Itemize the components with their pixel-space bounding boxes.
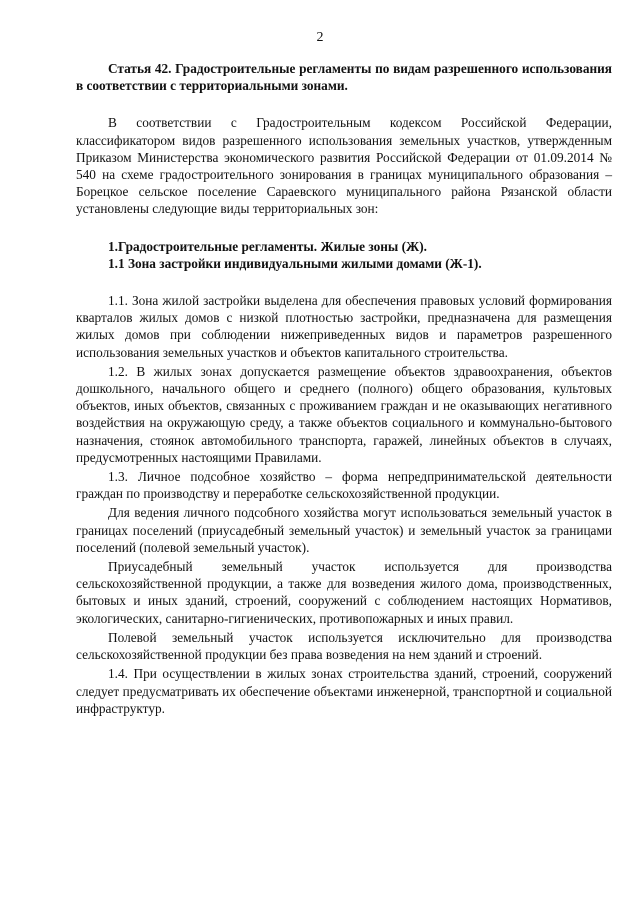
section-heading: 1.Градостроительные регламенты. Жилые зоны (Ж). <box>108 238 427 254</box>
paragraph-1-4: 1.4. При осуществлении в жилых зонах строительства зданий, строений, сооружений следует предусматривать их обеспечение объектами инженерной, транспортной и социальной инфраструктур. <box>76 666 612 716</box>
subsection-heading: 1.1 Зона застройки индивидуальными жилыми домами (Ж-1). <box>108 255 482 271</box>
page-number: 2 <box>316 30 324 45</box>
paragraph-1-2: 1.2. В жилых зонах допускается размещение объектов здравоохранения, объектов дошкольного, начального общего и среднего (полного) общего образования, культовых объектов, иных объектов, связанных с проживанием граждан и не оказывающих негативного воздействия на окружающую среду, а также объектов социального и коммунально-бытового назначения, стоянок автомобильного транспорта, гаражей, линейных объектов в случаях, предусмотренных настоящими Правилами. <box>76 363 612 465</box>
paragraph-personal-farm: Для ведения личного подсобного хозяйства могут использоваться земельный участок в границах поселений (приусадебный земельный участок) и земельный участок за границами поселений (полевой земельный участок). <box>76 505 612 555</box>
paragraph-1-1: 1.1. Зона жилой застройки выделена для обеспечения правовых условий формирования кварталов жилых домов с низкой плотностью застройки, предназначена для размещения жилых домов при соблюдении нижеприведенных видов и параметров разрешенного использования земельных участков и объектов капитального строительства. <box>76 293 612 360</box>
intro-paragraph: В соответствии с Градостроительным кодексом Российской Федерации, классификатором видов разрешенного использования земельных участков, утвержденным Приказом Министерства экономического развития Российской Федерации от 01.09.2014 № 540 на схеме градостроительного зонирования в границах муниципального образования – Борецкое сельское поселение Сараевского муниципального района Рязанской области установлены следующие виды территориальных зон: <box>76 115 612 217</box>
article-title: Статья 42. Градостроительные регламенты по видам разрешенного использования в соответствии с территориальными зонами. <box>76 61 612 94</box>
paragraph-household-plot: Приусадебный земельный участок используется для производства сельскохозяйственной продукции, а также для возведения жилого дома, производственных, бытовых и иных зданий, строений, сооружений с соблюдением настоящих Нормативов, экологических, санитарно-гигиенических, противопожарных и иных правил. <box>76 559 612 626</box>
paragraph-field-plot: Полевой земельный участок используется исключительно для производства сельскохозяйственной продукции без права возведения на нем зданий и строений. <box>76 629 612 663</box>
document-body <box>76 60 612 717</box>
paragraph-1-3: 1.3. Личное подсобное хозяйство – форма непредпринимательской деятельности граждан по производству и переработке сельскохозяйственной продукции. <box>76 469 612 502</box>
